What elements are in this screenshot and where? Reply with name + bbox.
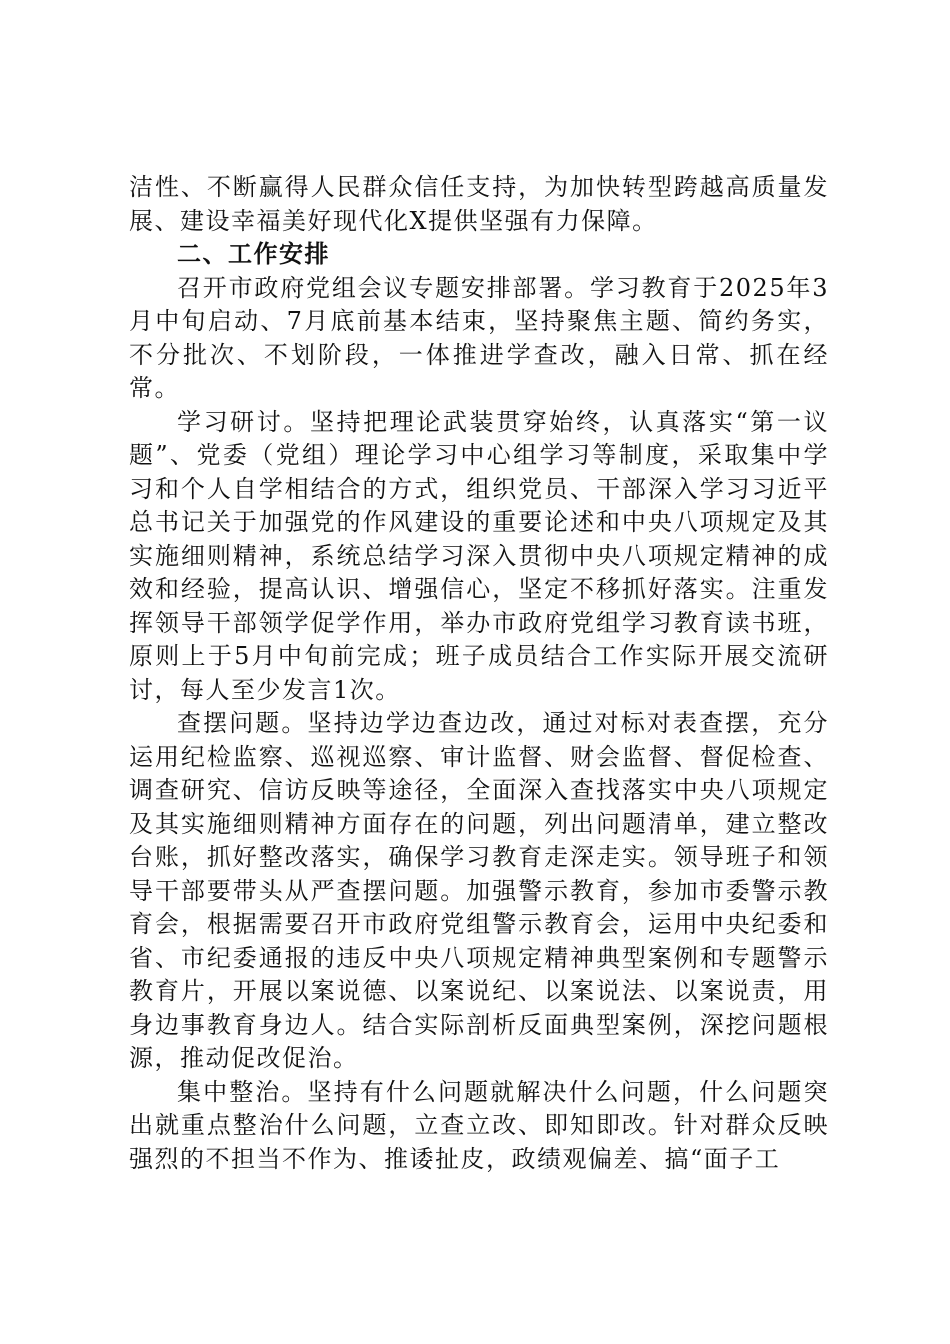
paragraph-problem-finding: 查摆问题。坚持边学边查边改，通过对标对表查摆，充分运用纪检监察、巡视巡察、审计监督、财会监督、督促检查、调查研究、信访反映等途径，全面深入查找落实中央八项规定及其实施细则精神方面存在的问题，列出问题清单，建立整改台账，抓好整改落实，确保学习教育走深走实。领导班子和领导干部要带头从严查摆问题。加强警示教育，参加市委警示教育会，根据需要召开市政府党组警示教育会，运用中央纪委和省、市纪委通报的违反中央八项规定精神典型案例和专题警示教育片，开展以案说德、以案说纪、以案说法、以案说责，用身边事教育身边人。结合实际剖析反面典型案例，深挖问题根源，推动促改促治。 — [129, 709, 829, 1072]
paragraph-meeting-deployment: 召开市政府党组会议专题安排部署。学习教育于2025年3月中旬启动、7月底前基本结束，坚持聚焦主题、简约务实，不分批次、不划阶段，一体推进学查改，融入日常、抓在经常。 — [129, 273, 829, 402]
paragraph-study-discussion: 学习研讨。坚持把理论武装贯穿始终，认真落实“第一议题”、党委（党组）理论学习中心组学习等制度，采取集中学习和个人自学相结合的方式，组织党员、干部深入学习习近平总书记关于加强党的作风建设的重要论述和中央八项规定及其实施细则精神，系统总结学习深入贯彻中央八项规定精神的成效和经验，提高认识、增强信心，坚定不移抓好落实。注重发挥领导干部领学促学作用，举办市政府党组学习教育读书班，原则上于5月中旬前完成；班子成员结合工作实际开展交流研讨，每人至少发言1次。 — [129, 407, 829, 704]
paragraph-continuation: 洁性、不断赢得人民群众信任支持，为加快转型跨越高质量发展、建设幸福美好现代化X提供坚强有力保障。 — [129, 173, 829, 235]
section-heading-work-arrangement: 二、工作安排 — [177, 240, 330, 268]
paragraph-focused-rectification: 集中整治。坚持有什么问题就解决什么问题，什么问题突出就重点整治什么问题，立查立改、即知即改。针对群众反映强烈的不担当不作为、推诿扯皮，政绩观偏差、搞“面子工 — [129, 1077, 829, 1173]
document-page — [129, 171, 829, 1176]
